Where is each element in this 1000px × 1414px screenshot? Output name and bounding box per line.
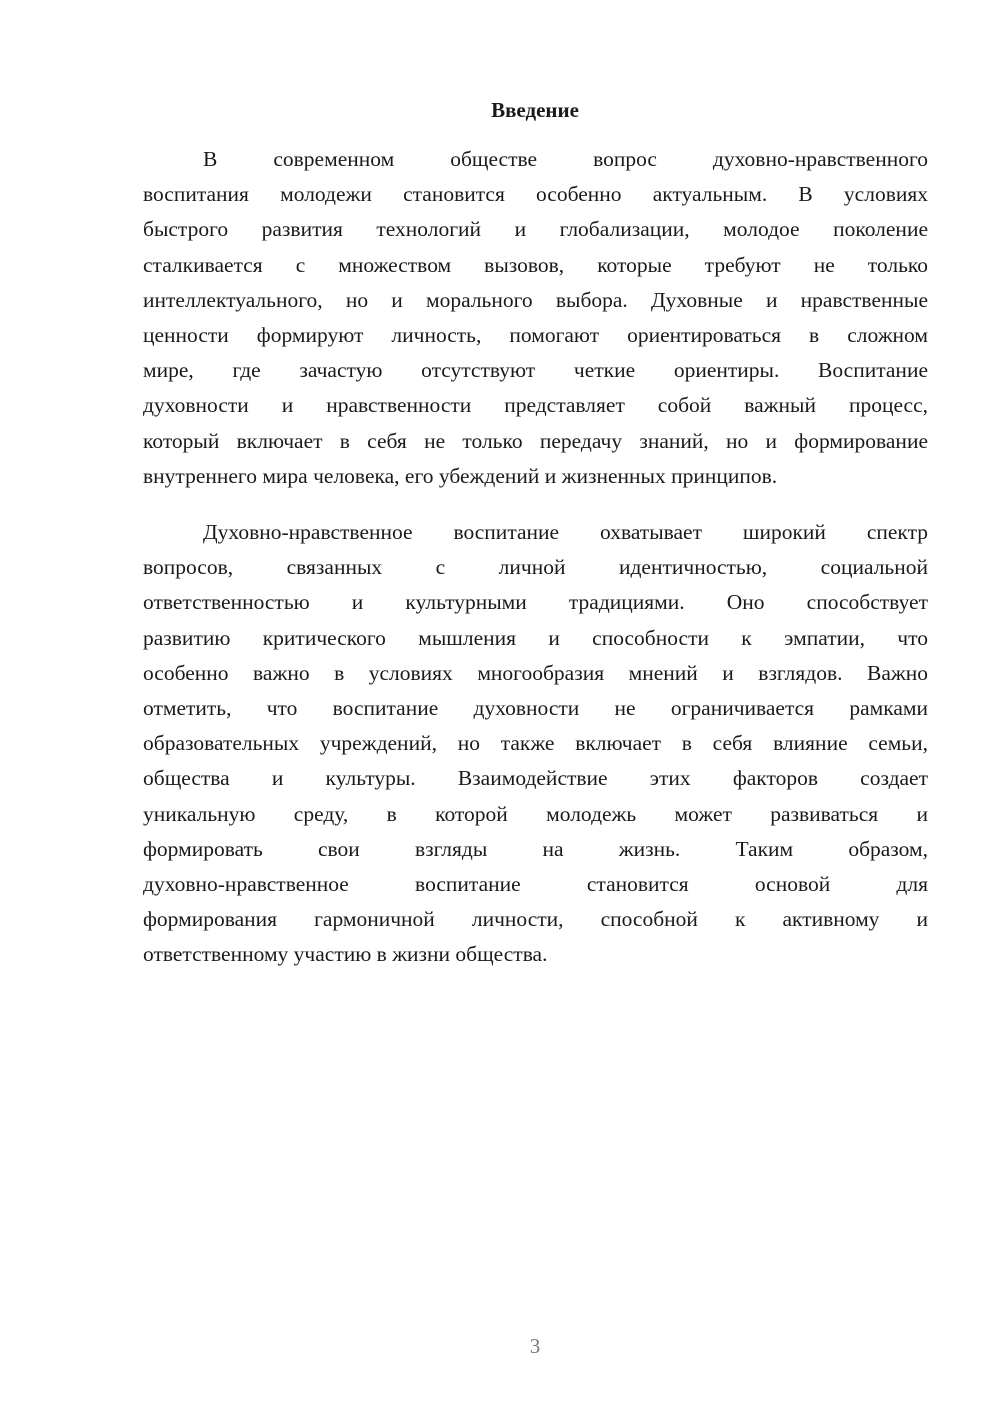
text-line: ответственному участию в жизни общества. [143,942,548,967]
text-line: формировать свои взгляды на жизнь. Таким образом, [143,836,928,861]
text-line: сталкивается с множеством вызовов, которые требуют не только [143,252,928,277]
text-line: внутреннего мира человека, его убеждений и жизненных принципов. [143,463,778,488]
text-line: формирования гармоничной личности, способной к активному и [143,907,928,932]
text-line: мире, где зачастую отсутствуют четкие ориентиры. Воспитание [143,358,928,383]
page-number: 3 [529,1334,541,1358]
text-line: воспитания молодежи становится особенно актуальным. В условиях [143,182,928,207]
text-line: интеллектуального, но и морального выбора. Духовные и нравственные [143,287,928,312]
paragraph-1 [143,142,928,494]
text-line: отметить, что воспитание духовности не ограничивается рамками [143,695,928,720]
text-line: который включает в себя не только передачу знаний, но и формирование [143,428,928,453]
text-line: ценности формируют личность, помогают ориентироваться в сложном [143,322,928,347]
text-line: образовательных учреждений, но также включает в себя влияние семьи, [143,731,928,756]
text-line: общества и культуры. Взаимодействие этих факторов создает [143,766,928,791]
text-line: вопросов, связанных с личной идентичностью, социальной [143,555,928,580]
text-line: уникальную среду, в которой молодежь может развиваться и [143,801,928,826]
text-line: В современном обществе вопрос духовно-нравственного [203,147,928,171]
text-line: ответственностью и культурными традициями. Оно способствует [143,590,928,615]
text-line: Духовно-нравственное воспитание охватывает широкий спектр [203,520,928,544]
text-line: духовности и нравственности представляет собой важный процесс, [143,393,928,418]
text-line: особенно важно в условиях многообразия мнений и взглядов. Важно [143,660,928,685]
text-line: быстрого развития технологий и глобализации, молодое поколение [143,217,928,242]
text-line: развитию критического мышления и способности к эмпатии, что [143,625,928,650]
text-line: духовно-нравственное воспитание становится основой для [143,871,928,896]
section-heading: Введение [491,98,579,122]
paragraph-2 [143,515,928,972]
